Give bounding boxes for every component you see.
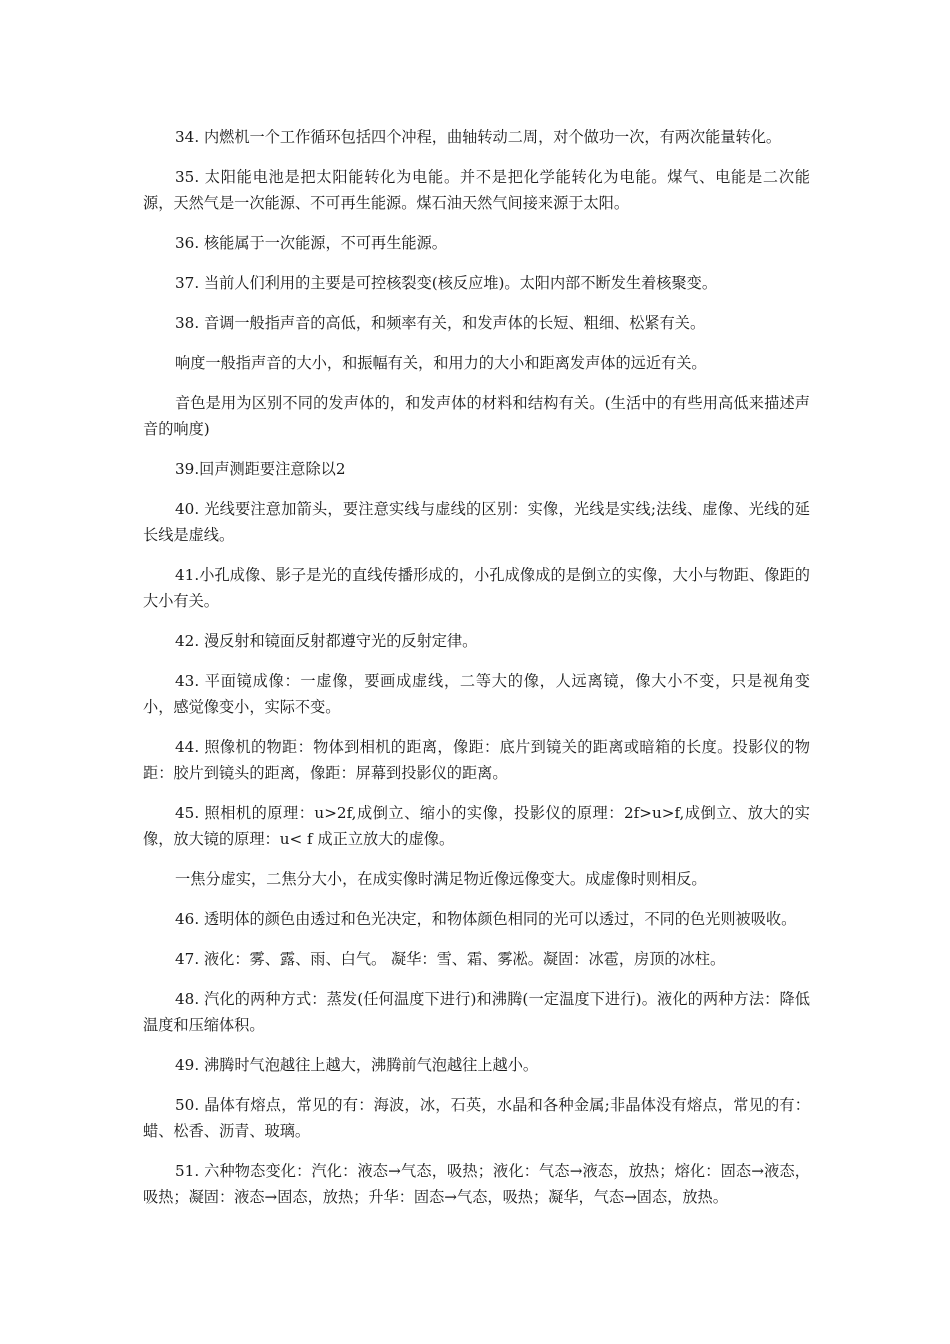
paragraph-38-timbre: 音色是用为区别不同的发声体的，和发声体的材料和结构有关。(生活中的有些用高低来描述声音的响度)	[143, 394, 810, 438]
paragraph-40: 40. 光线要注意加箭头，要注意实线与虚线的区别：实像，光线是实线;法线、虚像、光线的延长线是虚线。	[143, 500, 810, 544]
paragraph-49: 49. 沸腾时气泡越往上越大，沸腾前气泡越往上越小。	[175, 1056, 539, 1074]
paragraph-41: 41.小孔成像、影子是光的直线传播形成的，小孔成像成的是倒立的实像，大小与物距、像距的大小有关。	[143, 566, 810, 610]
paragraph-51: 51. 六种物态变化：汽化：液态→气态，吸热；液化：气态→液态，放热；熔化：固态→液态，吸热；凝固：液态→固态，放热；升华：固态→气态，吸热；凝华，气态→固态，放热。	[143, 1162, 810, 1206]
paragraph-44: 44. 照像机的物距：物体到相机的距离，像距：底片到镜关的距离或暗箱的长度。投影仪的物距：胶片到镜头的距离，像距：屏幕到投影仪的距离。	[143, 738, 810, 782]
paragraph-35: 35. 太阳能电池是把太阳能转化为电能。并不是把化学能转化为电能。煤气、电能是二次能源，天然气是一次能源、不可再生能源。煤石油天然气间接来源于太阳。	[143, 168, 810, 212]
paragraph-39: 39.回声测距要注意除以2	[175, 460, 346, 478]
paragraph-43: 43. 平面镜成像：一虚像，要画成虚线，二等大的像，人远离镜，像大小不变，只是视角变小，感觉像变小，实际不变。	[143, 672, 810, 716]
paragraph-34: 34. 内燃机一个工作循环包括四个冲程，曲轴转动二周，对个做功一次，有两次能量转化。	[175, 128, 782, 146]
paragraph-46: 46. 透明体的颜色由透过和色光决定，和物体颜色相同的光可以透过，不同的色光则被吸收。	[175, 910, 797, 928]
paragraph-50: 50. 晶体有熔点，常见的有：海波，冰，石英，水晶和各种金属;非晶体没有熔点，常见的有：蜡、松香、沥青、玻璃。	[143, 1096, 810, 1140]
paragraph-47: 47. 液化：雾、露、雨、白气。 凝华：雪、霜、雾凇。凝固：冰雹，房顶的冰柱。	[175, 950, 726, 968]
document-body	[143, 124, 810, 1224]
paragraph-45-rule: 一焦分虚实，二焦分大小，在成实像时满足物近像远像变大。成虚像时则相反。	[175, 870, 707, 888]
paragraph-45: 45. 照相机的原理：u>2f,成倒立、缩小的实像，投影仪的原理：2f>u>f,成倒立、放大的实像，放大镜的原理：u< f 成正立放大的虚像。	[143, 804, 810, 848]
paragraph-42: 42. 漫反射和镜面反射都遵守光的反射定律。	[175, 632, 478, 650]
paragraph-36: 36. 核能属于一次能源，不可再生能源。	[175, 234, 447, 252]
paragraph-37: 37. 当前人们利用的主要是可控核裂变(核反应堆)。太阳内部不断发生着核聚变。	[175, 274, 718, 292]
paragraph-38-loudness: 响度一般指声音的大小，和振幅有关，和用力的大小和距离发声体的远近有关。	[175, 354, 707, 372]
paragraph-48: 48. 汽化的两种方式：蒸发(任何温度下进行)和沸腾(一定温度下进行)。液化的两种方法：降低温度和压缩体积。	[143, 990, 810, 1034]
paragraph-38: 38. 音调一般指声音的高低，和频率有关，和发声体的长短、粗细、松紧有关。	[175, 314, 706, 332]
